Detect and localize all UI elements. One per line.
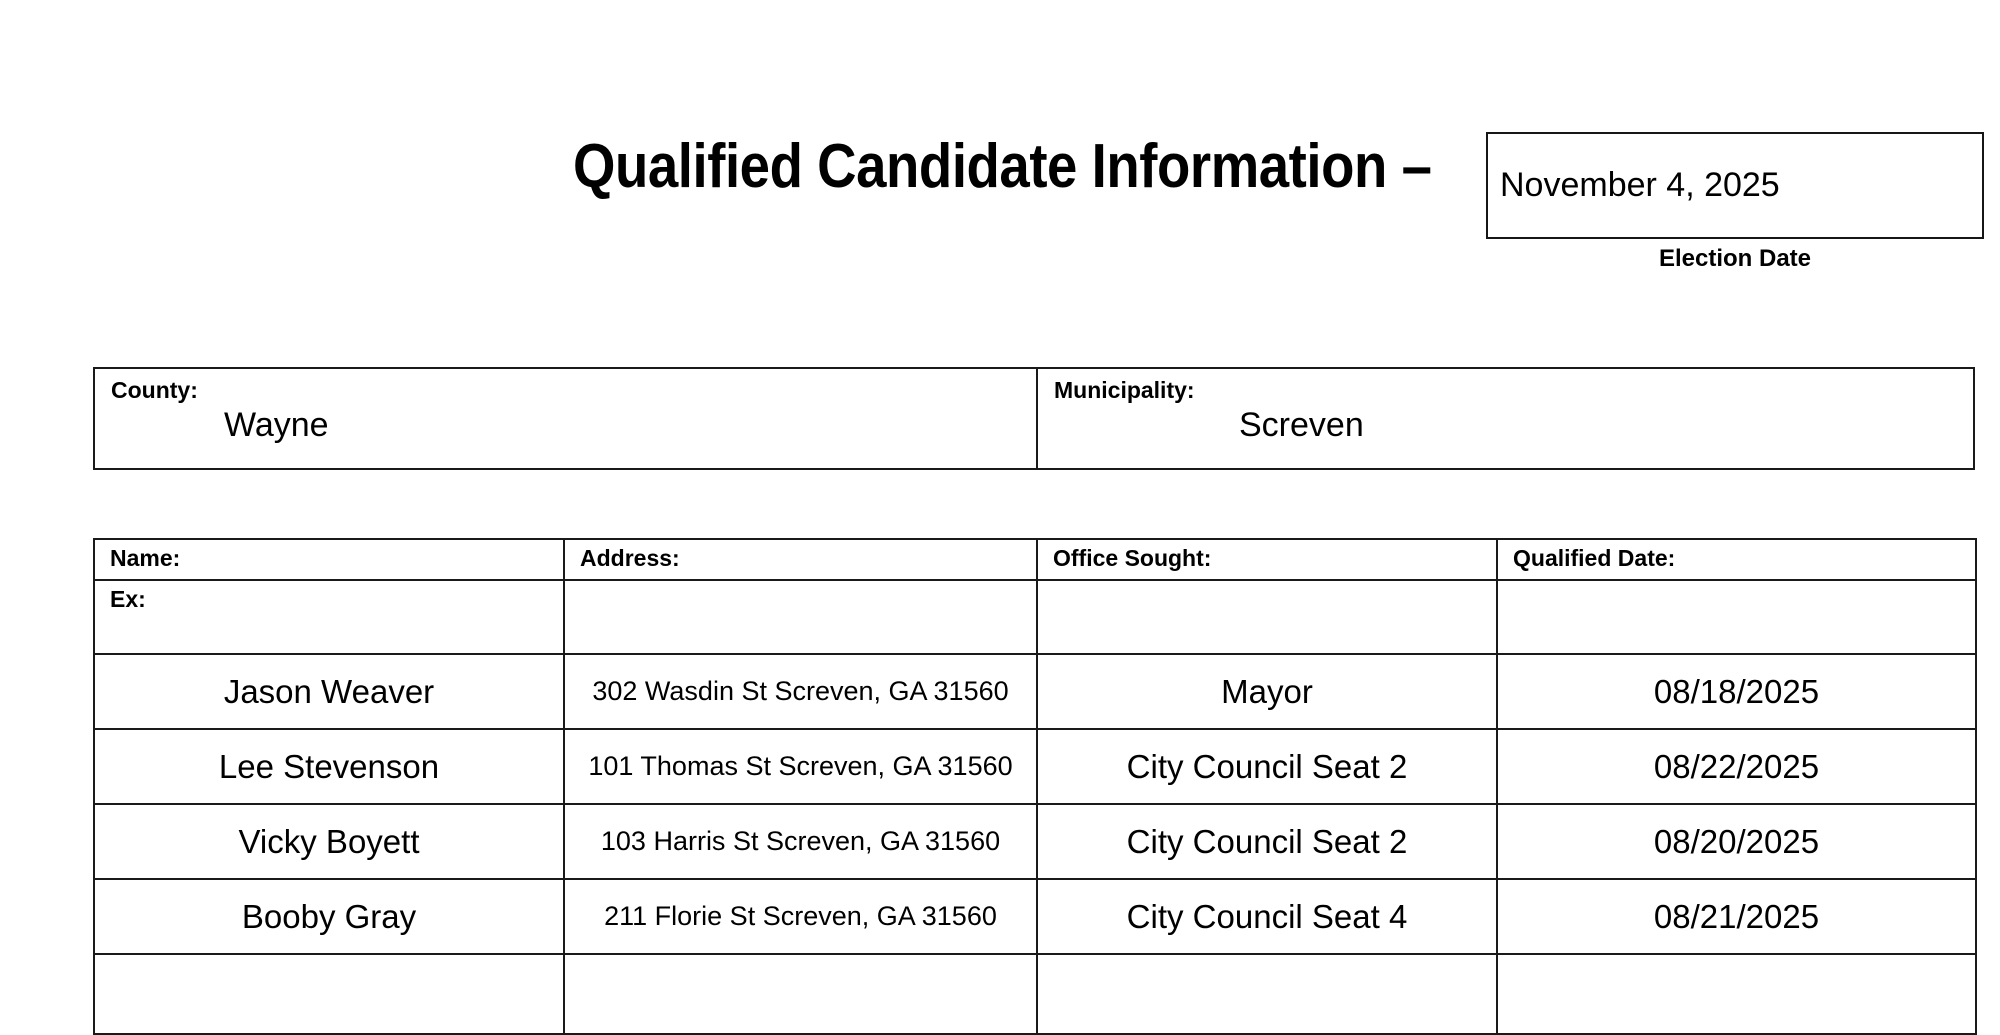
example-address-cell [564,580,1037,654]
municipality-label: Municipality: [1054,377,1195,403]
empty-name-cell [94,954,564,1034]
example-row-label: Ex: [94,580,564,654]
candidate-name: Vicky Boyett [94,804,564,879]
page-title: Qualified Candidate Information – [573,132,1432,201]
candidates-table [93,538,1975,1035]
candidate-address: 302 Wasdin St Screven, GA 31560 [564,654,1037,729]
empty-date-cell [1497,954,1976,1034]
candidate-qualified-date: 08/20/2025 [1497,804,1976,879]
candidate-office-sought: City Council Seat 2 [1037,804,1497,879]
candidates-header-row [94,539,1976,580]
col-header-address: Address: [564,539,1037,580]
election-date-value: November 4, 2025 [1500,166,1780,204]
example-date-cell [1497,580,1976,654]
example-row [94,580,1976,654]
table-row [94,804,1976,879]
example-office-cell [1037,580,1497,654]
candidate-qualified-date: 08/22/2025 [1497,729,1976,804]
candidate-office-sought: City Council Seat 2 [1037,729,1497,804]
municipality-cell [1036,369,1973,468]
candidate-office-sought: Mayor [1037,654,1497,729]
candidate-address: 103 Harris St Screven, GA 31560 [564,804,1037,879]
municipality-value: Screven [1239,406,1364,444]
candidate-office-sought: City Council Seat 4 [1037,879,1497,954]
table-row [94,654,1976,729]
county-label: County: [111,377,198,403]
county-cell [95,369,1036,468]
col-header-name: Name: [94,539,564,580]
empty-office-cell [1037,954,1497,1034]
election-date-caption: Election Date [1658,245,1812,272]
election-date-field[interactable] [1486,132,1984,239]
candidate-name: Booby Gray [94,879,564,954]
candidate-address: 211 Florie St Screven, GA 31560 [564,879,1037,954]
candidate-qualified-date: 08/18/2025 [1497,654,1976,729]
candidate-qualified-date: 08/21/2025 [1497,879,1976,954]
table-row [94,879,1976,954]
candidate-name: Jason Weaver [94,654,564,729]
col-header-qualified-date: Qualified Date: [1497,539,1976,580]
table-row [94,729,1976,804]
empty-row [94,954,1976,1034]
candidate-name: Lee Stevenson [94,729,564,804]
col-header-office-sought: Office Sought: [1037,539,1497,580]
county-value: Wayne [224,406,329,444]
empty-address-cell [564,954,1037,1034]
candidate-address: 101 Thomas St Screven, GA 31560 [564,729,1037,804]
location-table [93,367,1975,470]
